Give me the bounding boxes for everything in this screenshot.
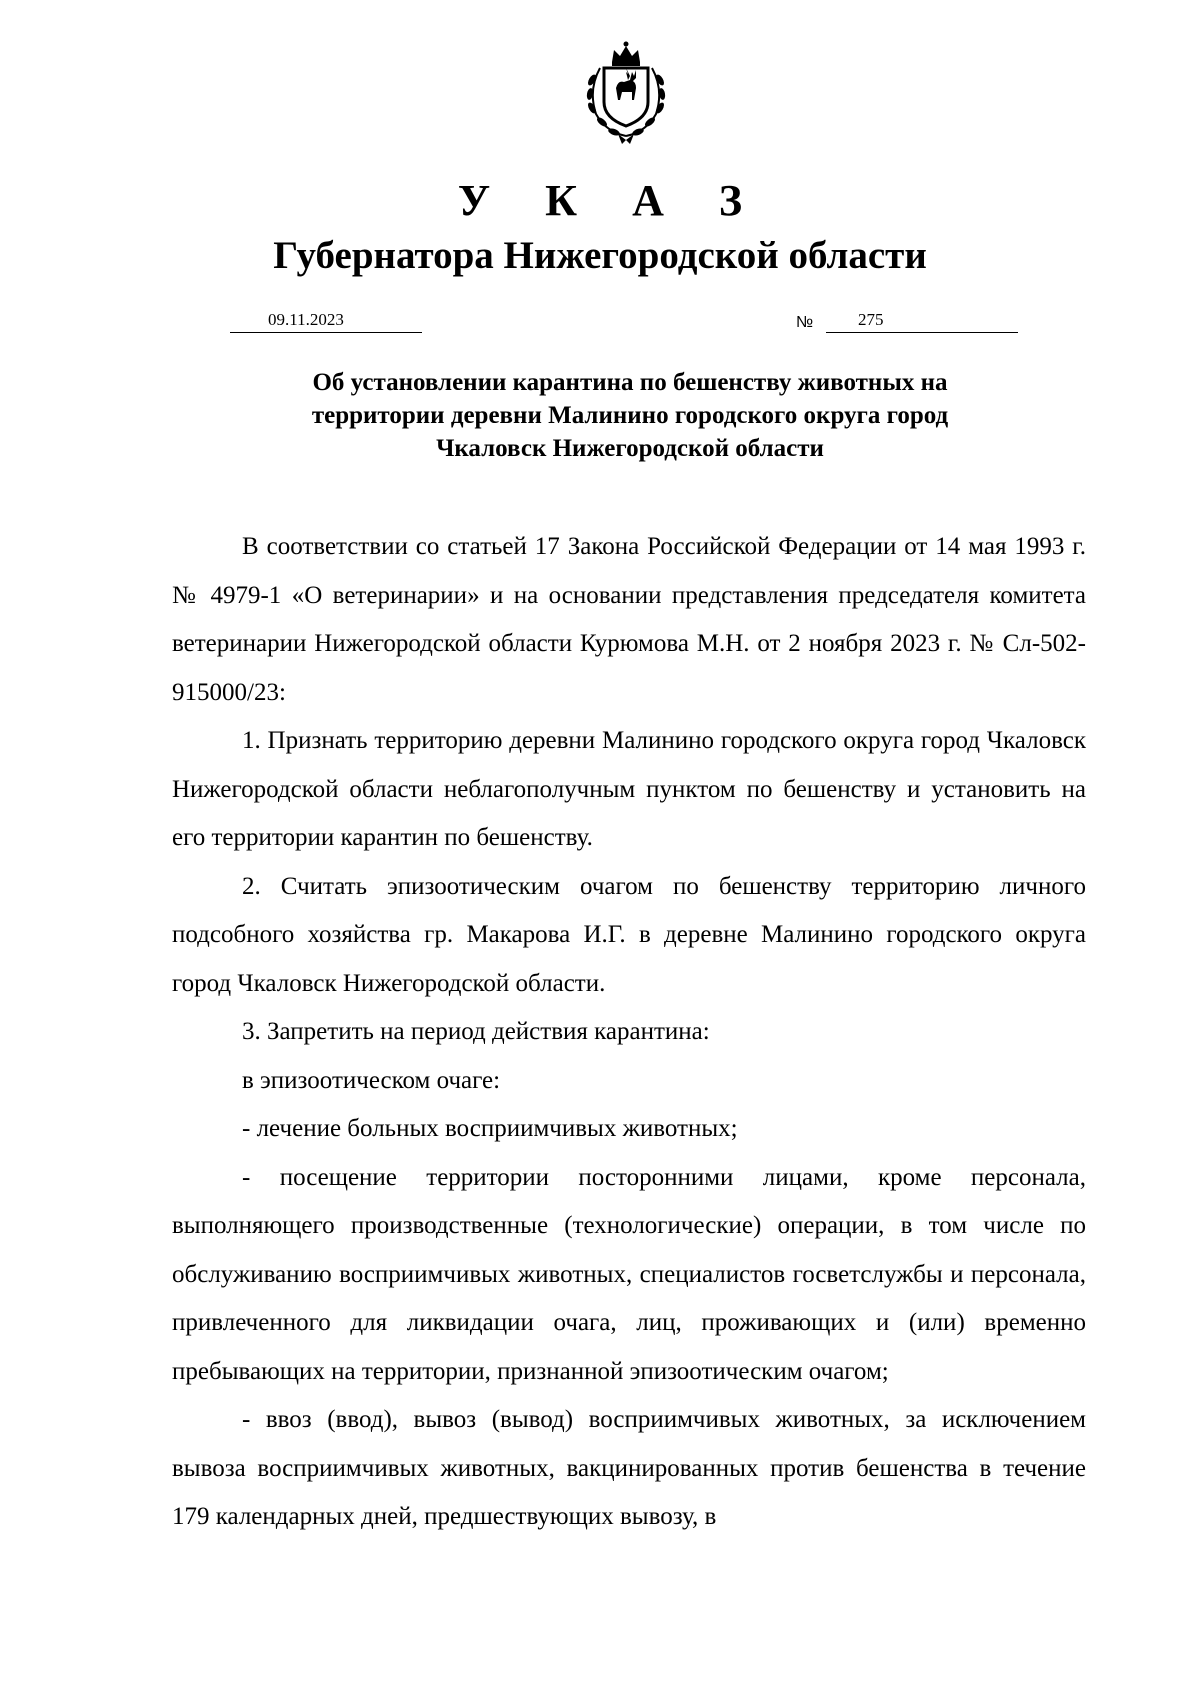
subject-line: Чкаловск Нижегородской области — [436, 435, 824, 462]
clause-2: 2. Считать эпизоотическим очагом по бешенству территорию личного подсобного хозяйства гр. Макарова И.Г. в деревне Малинино городского округа город Чкаловск Нижегородской области. — [172, 872, 1086, 997]
document-number: 275 — [826, 309, 1018, 333]
document-type-title: У К А З — [457, 176, 765, 225]
subject-line: Об установлении карантина по бешенству животных на — [312, 369, 948, 396]
clause-3-item: - лечение больных восприимчивых животных; — [242, 1115, 738, 1142]
coat-of-arms-icon — [570, 40, 682, 144]
document-date: 09.11.2023 — [230, 309, 422, 333]
clause-1: 1. Признать территорию деревни Малинино городского округа город Чкаловск Нижегородской области неблагополучным пунктом по бешенству и установить на его территории карантин по бешенству. — [172, 727, 1086, 851]
clause-3-item: - посещение территории посторонними лицами, кроме персонала, выполняющего производственные (технологические) операции, в том числе по обслуживанию восприимчивых животных, специалистов госветслужбы и персонала, привлеченного для ликвидации очага, лиц, проживающих и (или) временно пребывающих на территории, признанной эпизоотическим очагом; — [172, 1163, 1086, 1385]
document-subject — [170, 366, 1090, 465]
clause-3: 3. Запретить на период действия карантина: — [242, 1018, 710, 1045]
number-label: № — [796, 314, 814, 331]
clause-3-item: - ввоз (ввод), вывоз (вывод) восприимчивых животных, за исключением вывоза восприимчивых животных, вакцинированных против бешенства в течение 179 календарных дней, предшествующих вывозу, в — [172, 1406, 1086, 1530]
document-body — [172, 523, 1086, 1542]
clause-3-scope: в эпизоотическом очаге: — [242, 1066, 501, 1094]
subject-line: территории деревни Малинино городского округа город — [311, 402, 949, 429]
issuer-title: Губернатора Нижегородской области — [273, 234, 927, 277]
preamble-paragraph: В соответствии со статьей 17 Закона Российской Федерации от 14 мая 1993 г. № 4979-1 «О ветеринарии» и на основании представления председателя комитета ветеринарии Нижегородской области Курюмова М.Н. от 2 ноября 2023 г. № Сл-502- 915000/23: — [172, 533, 1086, 706]
